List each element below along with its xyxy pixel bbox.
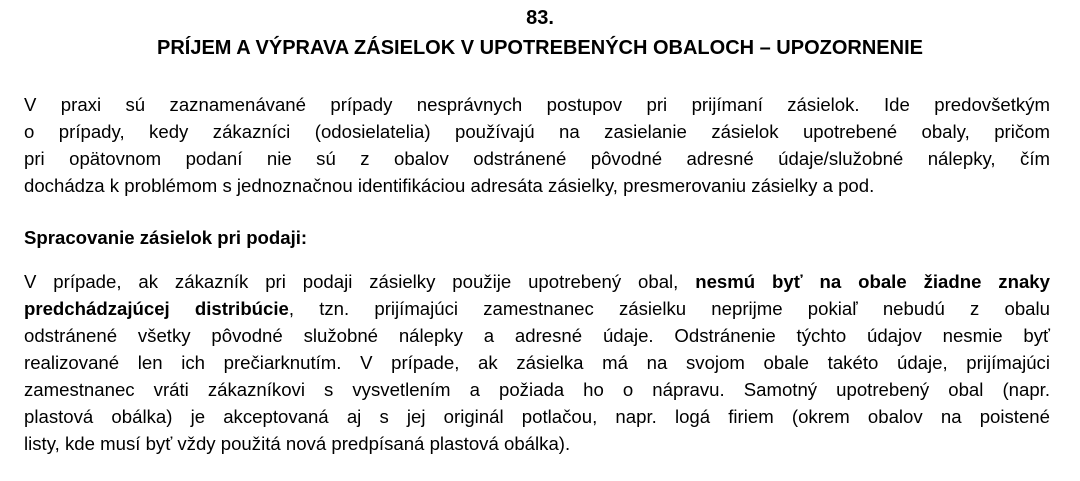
processing-line: plastová obálka) je akceptovaná aj s jej originál potlačou, napr. logá firiem (okrem obalov na poistené [24,406,1050,427]
processing-line: odstránené všetky pôvodné služobné nálepky a adresné údaje. Odstránenie týchto údajov nesmie byť [24,325,1050,346]
processing-text: , tzn. prijímajúci zamestnanec zásielku neprijme pokiaľ nebudú z obalu [288,298,1050,319]
processing-paragraph [24,268,1050,457]
intro-line: o prípady, kedy zákazníci (odosielatelia) používajú na zasielanie zásielok upotrebené obaly, pričom [24,121,1050,142]
processing-line: listy, kde musí byť vždy použitá nová predpísaná plastová obálka). [24,433,571,454]
processing-line: zamestnanec vráti zákazníkovi s vysvetlením a požiada ho o nápravu. Samotný upotrebený obal (napr. [24,379,1050,400]
intro-paragraph [24,91,1050,199]
subheading: Spracovanie zásielok pri podaji: [24,227,308,248]
processing-emphasis: nesmú byť na obale žiadne znaky [695,271,1050,292]
processing-line [24,268,1050,295]
processing-emphasis: predchádzajúcej distribúcie [24,298,289,319]
intro-line: dochádza k problémom s jednoznačnou identifikáciou adresáta zásielky, presmerovaniu zásielky a pod. [24,175,875,196]
section-title: PRÍJEM A VÝPRAVA ZÁSIELOK V UPOTREBENÝCH OBALOCH – UPOZORNENIE [156,37,923,59]
processing-text: V prípade, ak zákazník pri podaji zásielky použije upotrebený obal, [24,271,696,292]
section-number: 83. [526,7,554,29]
processing-line [24,295,1050,322]
intro-line: pri opätovnom podaní nie sú z obalov odstránené pôvodné adresné údaje/služobné nálepky, čím [24,148,1050,169]
intro-line: V praxi sú zaznamenávané prípady nesprávnych postupov pri prijímaní zásielok. Ide predovšetkým [24,94,1050,115]
processing-line: realizované len ich prečiarknutím. V prípade, ak zásielka má na svojom obale takéto údaje, prijímajúci [24,352,1050,373]
